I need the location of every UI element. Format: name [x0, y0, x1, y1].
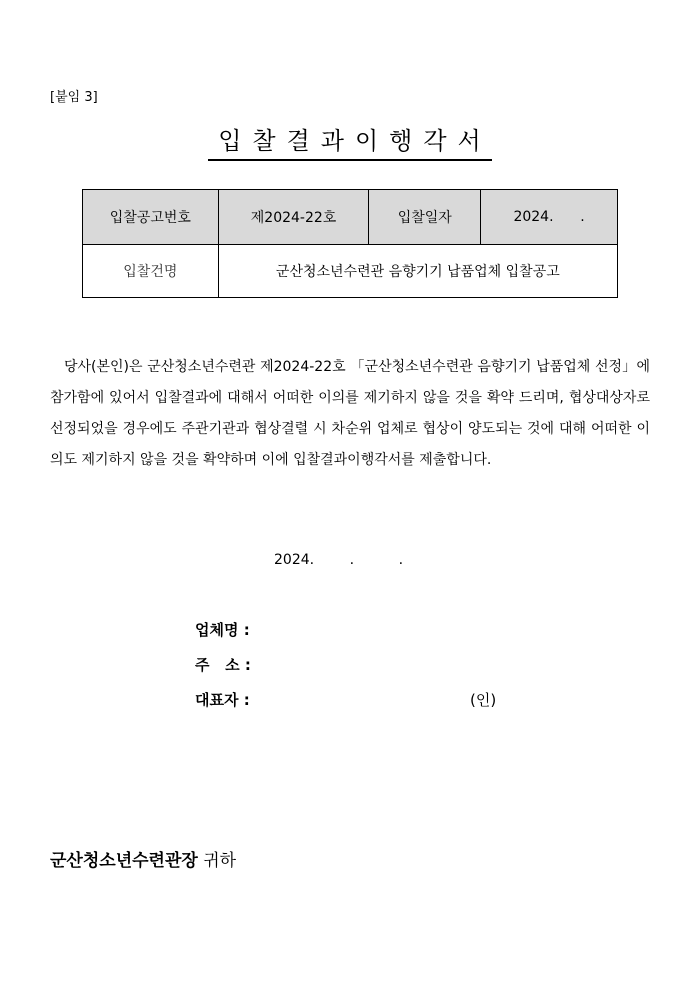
- bid-date-value: 2024. .: [481, 190, 618, 245]
- seal-mark: (인): [470, 691, 497, 709]
- bid-subject-value: 군산청소년수련관 음향기기 납품업체 입찰공고: [218, 245, 617, 298]
- representative-field: [195, 688, 497, 723]
- company-name-label: 업체명 :: [195, 621, 250, 639]
- attachment-label: [붙임 3]: [50, 90, 98, 105]
- notice-number-value: 제2024-22호: [218, 190, 369, 245]
- document-title-wrap: [0, 126, 700, 161]
- bid-info-table: [82, 189, 618, 298]
- bid-subject-label: 입찰건명: [83, 245, 219, 298]
- pledge-body-text: 당사(본인)은 군산청소년수련관 제2024-22호 「군산청소년수련관 음향기기 납품업체 선정」에 참가함에 있어서 입찰결과에 대해서 어떠한 이의를 제기하지 않을 것을 확약 드리며, 협상대상자로 선정되었을 경우에도 주관기관과 협상결렬 시 차순위 업체로 협상이 양도되는 것에 대해 어떠한 이의도 제기하지 않을 것을 확약하며 이에 입찰결과이행각서를 제출합니다.: [50, 359, 650, 468]
- table-row: [83, 245, 618, 298]
- address-label: 주 소 :: [195, 656, 251, 674]
- notice-number-label: 입찰공고번호: [83, 190, 219, 245]
- bid-date-label: 입찰일자: [369, 190, 481, 245]
- signer-fields: [195, 618, 497, 723]
- table-row: [83, 190, 618, 245]
- recipient-name: 군산청소년수련관장: [50, 851, 198, 871]
- document-title: 입찰결과이행각서: [208, 126, 491, 161]
- recipient-line: [50, 846, 236, 871]
- recipient-suffix: 귀하: [197, 851, 237, 871]
- address-field: [195, 653, 259, 688]
- signature-date: 2024. . .: [274, 552, 404, 568]
- company-name-field: [195, 618, 259, 653]
- representative-label: 대표자 :: [195, 691, 250, 709]
